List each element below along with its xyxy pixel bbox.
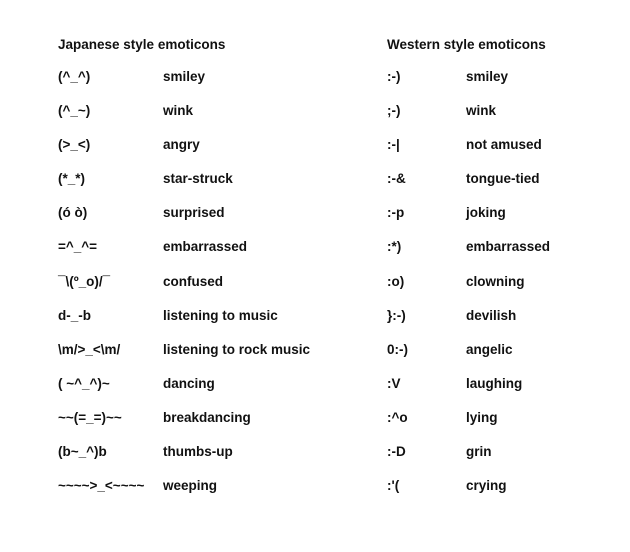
japanese-meaning: listening to rock music bbox=[163, 341, 311, 357]
japanese-meaning: embarrassed bbox=[163, 239, 248, 255]
japanese-meaning: surprised bbox=[163, 205, 225, 221]
japanese-emoticon: \m/>_<\m/ bbox=[58, 341, 121, 357]
japanese-emoticon: (*_*) bbox=[58, 171, 86, 187]
western-meaning: clowning bbox=[466, 273, 525, 289]
japanese-meaning: smiley bbox=[163, 69, 206, 84]
western-emoticon: :^o bbox=[387, 409, 408, 425]
japanese-emoticon: (b~_^)b bbox=[58, 444, 107, 460]
japanese-emoticon: d-_-b bbox=[58, 307, 91, 323]
western-emoticon: :V bbox=[387, 375, 401, 391]
japanese-emoticon: ( ~^_^)~ bbox=[58, 375, 110, 391]
western-emoticon: 0:-) bbox=[387, 341, 408, 357]
japanese-meaning: star-struck bbox=[163, 171, 233, 187]
western-meaning: not amused bbox=[466, 137, 542, 153]
japanese-meaning: wink bbox=[163, 103, 194, 119]
japanese-emoticon: ¯\(º_o)/¯ bbox=[58, 273, 111, 289]
western-meaning: devilish bbox=[466, 307, 517, 323]
japanese-emoticon: (>_<) bbox=[58, 137, 91, 153]
western-meaning: lying bbox=[466, 409, 498, 425]
japanese-meaning: confused bbox=[163, 273, 224, 289]
japanese-meaning: breakdancing bbox=[163, 409, 251, 425]
japanese-meaning: listening to music bbox=[163, 307, 278, 323]
japanese-emoticon: ~~~~>_<~~~~ bbox=[58, 478, 145, 494]
western-emoticon: ;-) bbox=[387, 103, 401, 119]
western-emoticon: :-D bbox=[387, 444, 406, 460]
japanese-meaning: angry bbox=[163, 137, 200, 153]
western-emoticon: :-) bbox=[387, 69, 401, 84]
japanese-meaning: weeping bbox=[163, 478, 218, 494]
japanese-meaning: thumbs-up bbox=[163, 444, 233, 460]
western-meaning: laughing bbox=[466, 375, 523, 391]
western-meaning: crying bbox=[466, 478, 507, 494]
western-meaning: tongue-tied bbox=[466, 171, 540, 187]
western-meaning: joking bbox=[466, 205, 506, 221]
japanese-emoticon: (^_^) bbox=[58, 69, 91, 84]
japanese-meaning: dancing bbox=[163, 375, 215, 391]
western-meaning: smiley bbox=[466, 69, 509, 84]
western-emoticon: :-p bbox=[387, 205, 405, 221]
western-meaning: grin bbox=[466, 444, 492, 460]
western-emoticon: :-& bbox=[387, 171, 406, 187]
japanese-emoticon: (ó ò) bbox=[58, 205, 88, 221]
western-heading: Western style emoticons bbox=[387, 37, 546, 52]
western-emoticon: }:-) bbox=[387, 307, 406, 323]
japanese-heading: Japanese style emoticons bbox=[58, 37, 226, 52]
japanese-emoticon: =^_^= bbox=[58, 239, 98, 255]
japanese-emoticon: (^_~) bbox=[58, 103, 91, 119]
western-emoticon: :-| bbox=[387, 137, 400, 153]
western-emoticon: :*) bbox=[387, 239, 402, 255]
western-meaning: embarrassed bbox=[466, 239, 551, 255]
japanese-emoticon: ~~(=_=)~~ bbox=[58, 409, 122, 425]
western-meaning: angelic bbox=[466, 341, 513, 357]
western-emoticon: :o) bbox=[387, 273, 405, 289]
western-meaning: wink bbox=[466, 103, 497, 119]
western-emoticon: :'( bbox=[387, 478, 400, 494]
